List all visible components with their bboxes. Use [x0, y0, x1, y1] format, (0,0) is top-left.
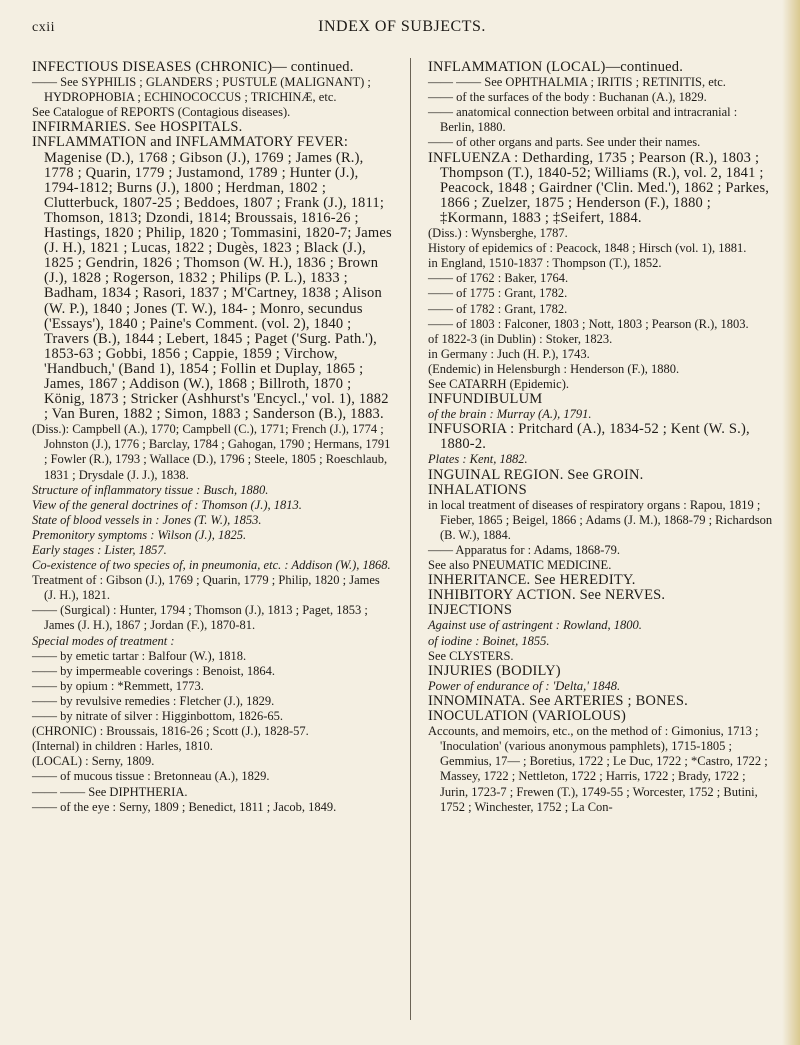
- index-entry: Treatment of : Gibson (J.), 1769 ; Quarin, 1779 ; Philip, 1820 ; James (J. H.), 1821.: [32, 573, 380, 603]
- index-entry: (Diss.) : Wynsberghe, 1787.: [428, 226, 568, 241]
- index-entry: Against use of astringent : Rowland, 1800.: [428, 618, 642, 633]
- page-title: INDEX OF SUBJECTS.: [318, 18, 486, 35]
- index-heading: INNOMINATA. See ARTERIES ; BONES.: [428, 692, 688, 709]
- index-entry: of iodine : Boinet, 1855.: [428, 633, 550, 648]
- index-heading: INFLAMMATION and INFLAMMATORY FEVER: Magenise (D.), 1768 ; Gibson (J.), 1769 ; James (R.), 1778 ; Quarin, 1779 ; Justamond, 1789 ; Hunter (J.), 1794-1812; Burns (J.), 1800 ; Herdman, 1802 ; Clutterbuck, 1807-25 ; Beddoes, 1807 ; Frank (J.), 1811; Thomson, 1813; Dzondi, 1814; Broussais, 1816-26 ; Hastings, 1820 ; Philip, 1820 ; Tommasini, 1820-7; James (J. H.), 1821 ; Lucas, 1822 ; Dugès, 1823 ; Black (J.), 1825 ; Gendrin, 1826 ; Thomson (W. H.), 1836 ; Brown (J.), 1828 ; Rogerson, 1832 ; Philips (P. L.), 1833 ; Badham, 1834 ; Rasori, 1837 ; M'Cartney, 1838 ; Alison (W. P.), 1840 ; Jones (T. W.), 184- ; Monro, secundus ('Essays'), 1840 ; Paine's Comment. (vol. 2), 1840 ; Travers (B.), 1844 ; Lebert, 1845 ; Paget ('Surg. Path.'), 1853-63 ; Gobbi, 1856 ; Cappie, 1859 ; Virchow, 'Handbuch,' (Band 1), 1854 ; Follin et Duplay, 1865 ; James, 1867 ; Addison (W.), 1868 ; Billroth, 1870 ; König, 1873 ; Stricker (Ashhurst's 'Encycl.,' vol. 1), 1882 ; Van Buren, 1882 ; Simon, 1883 ; Sanderson (B.), 1883.: [32, 134, 392, 423]
- index-entry: in Germany : Juch (H. P.), 1743.: [428, 346, 590, 361]
- index-entry: —— —— See OPHTHALMIA ; IRITIS ; RETINITIS, etc.: [428, 75, 726, 90]
- index-entry: (Internal) in children : Harles, 1810.: [32, 739, 213, 754]
- index-entry: —— by impermeable coverings : Benoist, 1864.: [32, 663, 276, 678]
- index-heading: INGUINAL REGION. See GROIN.: [428, 466, 644, 483]
- index-entry: Structure of inflammatory tissue : Busch, 1880.: [32, 482, 269, 497]
- index-entry: —— —— See DIPHTHERIA.: [32, 784, 188, 799]
- column-divider: [410, 58, 411, 1020]
- index-heading: INFECTIOUS DISEASES (CHRONIC)— continued.: [32, 59, 354, 75]
- index-entry: —— See SYPHILIS ; GLANDERS ; PUSTULE (MALIGNANT) ; HYDROPHOBIA ; ECHINOCOCCUS ; TRICHINÆ, etc.: [32, 75, 371, 105]
- index-entry: —— of other organs and parts. See under their names.: [428, 135, 701, 150]
- index-entry: Plates : Kent, 1882.: [428, 452, 528, 467]
- index-entry: (CHRONIC) : Broussais, 1816-26 ; Scott (J.), 1828-57.: [32, 724, 309, 739]
- index-entry: in England, 1510-1837 : Thompson (T.), 1852.: [428, 256, 662, 271]
- index-entry: of 1822-3 (in Dublin) : Stoker, 1823.: [428, 331, 613, 346]
- index-entry: View of the general doctrines of : Thomson (J.), 1813.: [32, 497, 302, 512]
- index-entry: Early stages : Lister, 1857.: [32, 543, 167, 557]
- index-entry: —— of 1775 : Grant, 1782.: [428, 286, 568, 301]
- right-column: [428, 60, 774, 815]
- page-header: [32, 18, 772, 42]
- index-heading: INFLUENZA : Detharding, 1735 ; Pearson (R.), 1803 ; Thompson (T.), 1840-52; Williams (R.), vol. 2, 1841 ; Peacock, 1848 ; Gairdner ('Clin. Med.'), 1862 ; Parkes, 1866 ; Zuelzer, 1875 ; Henderson (F.), 1880 ; ‡Kormann, 1883 ; ‡Seifert, 1884.: [428, 149, 770, 226]
- index-heading: INHIBITORY ACTION. See NERVES.: [428, 587, 666, 604]
- index-entry: —— by emetic tartar : Balfour (W.), 1818.: [32, 648, 247, 663]
- index-entry: See CATARRH (Epidemic).: [428, 376, 569, 391]
- index-entry: Power of endurance of : 'Delta,' 1848.: [428, 678, 621, 693]
- index-heading: INJECTIONS: [428, 602, 513, 619]
- index-entry: —— of 1782 : Grant, 1782.: [428, 301, 568, 316]
- index-entry: Co-existence of two species of, in pneumonia, etc. : Addison (W.), 1868.: [32, 558, 391, 573]
- page-edge: [782, 0, 800, 1045]
- index-entry: —— by opium : *Remmett, 1773.: [32, 678, 204, 693]
- index-heading: INFUNDIBULUM: [428, 391, 543, 408]
- index-entry: —— (Surgical) : Hunter, 1794 ; Thomson (J.), 1813 ; Paget, 1853 ; James (J. H.), 1867 ; Jordan (F.), 1870-81.: [32, 603, 368, 633]
- index-entry: State of blood vessels in : Jones (T. W.), 1853.: [32, 512, 262, 527]
- index-entry: —— Apparatus for : Adams, 1868-79.: [428, 543, 620, 557]
- index-entry: Special modes of treatment :: [32, 633, 175, 648]
- index-heading: INHERITANCE. See HEREDITY.: [428, 572, 636, 589]
- index-entry: —— anatomical connection between orbital and intracranial : Berlin, 1880.: [428, 105, 738, 135]
- index-entry: —— of the surfaces of the body : Buchanan (A.), 1829.: [428, 90, 707, 105]
- index-heading: INFIRMARIES. See HOSPITALS.: [32, 119, 243, 136]
- index-entry: See CLYSTERS.: [428, 648, 514, 663]
- index-entry: History of epidemics of : Peacock, 1848 ; Hirsch (vol. 1), 1881.: [428, 241, 747, 256]
- index-entry: Accounts, and memoirs, etc., on the method of : Gimonius, 1713 ; 'Inoculation' (various anonymous pamphlets), 1715-1805 ; Gemmius, 17— ; Boretius, 1722 ; Le Duc, 1722 ; *Castro, 1722 ; Massey, 1722 ; Nettleton, 1722 ; Harris, 1722 ; Brady, 1722 ; Jurin, 1723-7 ; Frewen (T.), 1749-55 ; Worcester, 1752 ; Butini, 1752 ; Winchester, 1752 ; La Con-: [428, 724, 768, 814]
- index-entry: See Catalogue of REPORTS (Contagious diseases).: [32, 105, 291, 120]
- index-entry: —— of 1803 : Falconer, 1803 ; Nott, 1803 ; Pearson (R.), 1803.: [428, 316, 749, 331]
- index-heading: INJURIES (BODILY): [428, 662, 561, 679]
- left-column: [32, 60, 392, 815]
- index-entry: (Endemic) in Helensburgh : Henderson (F.), 1880.: [428, 361, 680, 376]
- index-entry: (Diss.): Campbell (A.), 1770; Campbell (C.), 1771; French (J.), 1774 ; Johnston (J.), 1776 ; Barclay, 1784 ; Gahogan, 1790 ; Hermans, 1791 ; Fowler (R.), 1793 ; Wallace (D.), 1796 ; Steele, 1805 ; Roeschlaub, 1831 ; Drysdale (J. J.), 1838.: [32, 422, 391, 482]
- index-entry: Premonitory symptoms : Wilson (J.), 1825.: [32, 527, 247, 542]
- index-entry: See also PNEUMATIC MEDICINE.: [428, 558, 612, 573]
- index-heading: INOCULATION (VARIOLOUS): [428, 708, 627, 725]
- index-entry: —— of mucous tissue : Bretonneau (A.), 1829.: [32, 769, 270, 784]
- index-heading: INHALATIONS: [428, 481, 527, 498]
- index-entry: —— by revulsive remedies : Fletcher (J.), 1829.: [32, 693, 275, 708]
- index-entry: of the brain : Murray (A.), 1791.: [428, 407, 592, 422]
- index-heading: INFUSORIA : Pritchard (A.), 1834-52 ; Kent (W. S.), 1880-2.: [428, 421, 750, 453]
- index-entry: —— of 1762 : Baker, 1764.: [428, 271, 569, 286]
- page-number: cxii: [32, 20, 55, 35]
- index-entry: in local treatment of diseases of respiratory organs : Rapou, 1819 ; Fieber, 1865 ; Beigel, 1866 ; Adams (J. M.), 1868-79 ; Richardson (B. W.), 1884.: [428, 497, 773, 542]
- index-heading: INFLAMMATION (LOCAL)—continued.: [428, 59, 684, 75]
- index-entry: —— by nitrate of silver : Higginbottom, 1826-65.: [32, 709, 284, 724]
- index-entry: (LOCAL) : Serny, 1809.: [32, 754, 155, 769]
- index-entry: —— of the eye : Serny, 1809 ; Benedict, 1811 ; Jacob, 1849.: [32, 799, 337, 814]
